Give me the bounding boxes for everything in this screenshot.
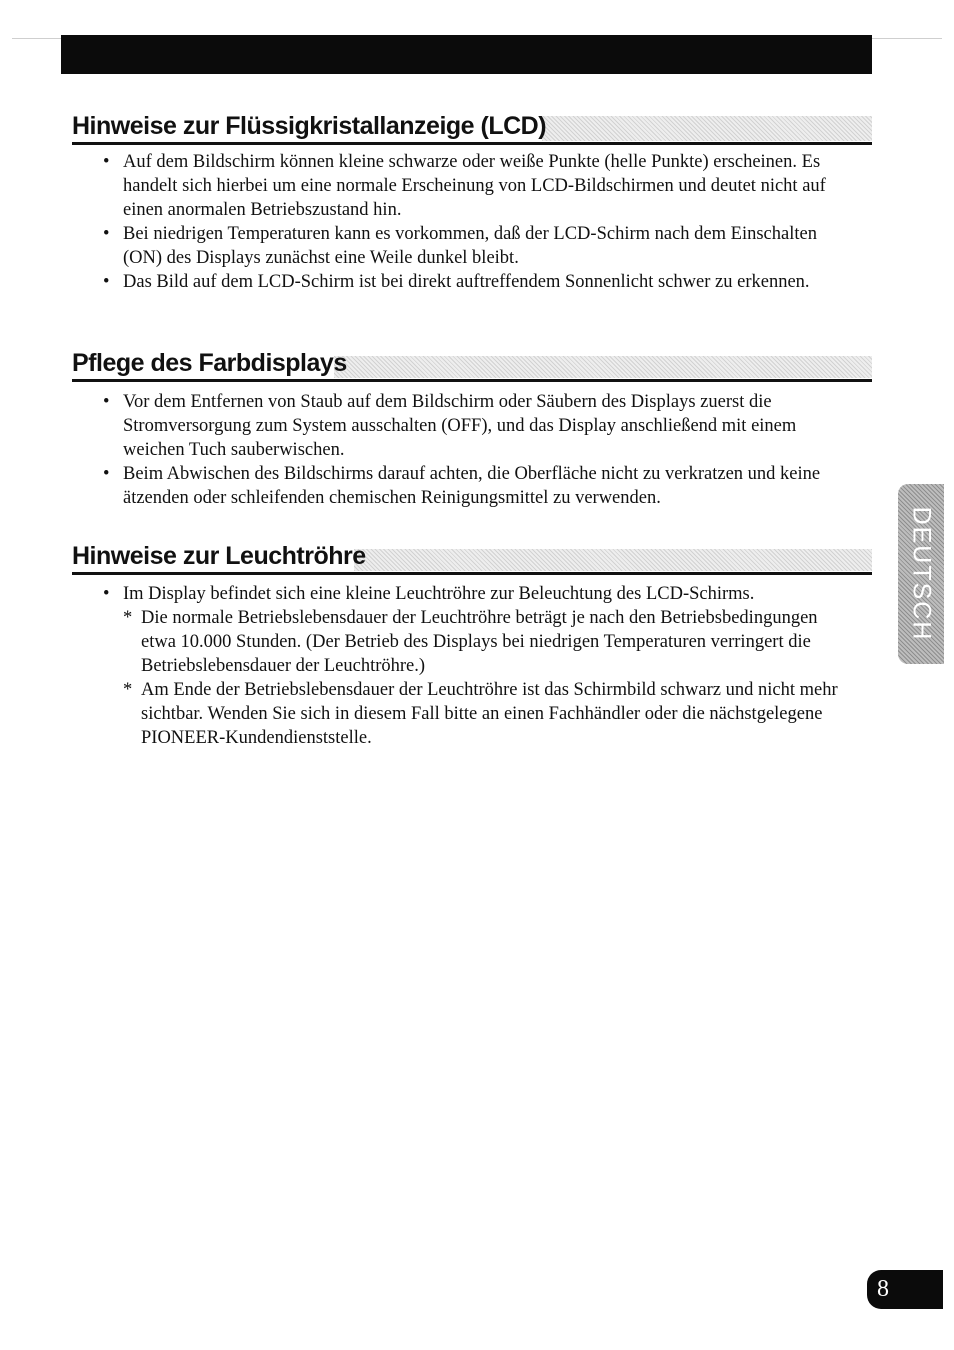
list-item (103, 270, 843, 294)
list-item-text: Auf dem Bildschirm können kleine schwarze oder weiße Punkte (helle Punkte) erscheinen. Es handelt sich hierbei um eine normale Erscheinung von LCD-Bildschirmen und deutet nicht auf einen anormalen Betriebszustand hin. (123, 152, 826, 220)
page-number-badge (867, 1270, 943, 1309)
list-item-text: Im Display befindet sich eine kleine Leuchtröhre zur Beleuchtung des LCD-Schirms. (123, 584, 755, 604)
page-number: 8 (877, 1276, 889, 1302)
list-item (103, 222, 843, 270)
list-item-text: Beim Abwischen des Bildschirms darauf achten, die Oberfläche nicht zu verkratzen und keine ätzenden oder schleifenden chemischen Reinigungsmittel zu verwenden. (123, 464, 821, 508)
heading-shade (354, 549, 872, 571)
section-heading-tube (72, 541, 872, 575)
bullet-list-care (103, 390, 843, 510)
heading-rule (72, 379, 872, 382)
section-title: Pflege des Farbdisplays (72, 349, 347, 377)
bullet-icon: • (103, 584, 110, 604)
list-item-text: Das Bild auf dem LCD-Schirm ist bei direkt auftreffendem Sonnenlicht schwer zu erkennen. (123, 272, 810, 292)
bullet-icon: • (103, 224, 110, 244)
language-tab-label: DEUTSCH (907, 506, 936, 642)
heading-rule (72, 572, 872, 575)
note-text: Am Ende der Betriebslebensdauer der Leuchtröhre ist das Schirmbild schwarz und nicht mehr sichtbar. Wenden Sie sich in diesem Fall bitte an einen Fachhändler oder die nächstgelegene PIONEER-Kundendienststelle. (141, 680, 838, 748)
heading-shade (542, 116, 872, 141)
language-tab (898, 484, 944, 664)
list-item-text: Vor dem Entfernen von Staub auf dem Bildschirm oder Säubern des Displays zuerst die Stromversorgung zum System ausschalten (OFF), und das Display anschließend mit einem weichen Tuch sauberwischen. (123, 392, 797, 460)
list-item (103, 390, 843, 462)
asterisk-icon: * (123, 608, 133, 628)
note-text: Die normale Betriebslebensdauer der Leuchtröhre beträgt je nach den Betriebsbedingungen etwa 10.000 Stunden. (Der Betrieb des Displays bei niedrigen Temperaturen verringert die Betriebslebensdauer der Leuchtröhre.) (141, 608, 818, 676)
bullet-icon: • (103, 152, 110, 172)
heading-rule (72, 142, 872, 145)
list-item (103, 462, 843, 510)
bullet-icon: • (103, 464, 110, 484)
note-item (123, 678, 843, 750)
list-item (103, 150, 843, 222)
bullet-list-tube (103, 582, 843, 750)
note-item (123, 606, 843, 678)
header-bar (61, 35, 872, 74)
asterisk-icon: * (123, 680, 133, 700)
heading-shade (334, 356, 872, 378)
section-title: Hinweise zur Leuchtröhre (72, 542, 366, 570)
section-title: Hinweise zur Flüssigkristallanzeige (LCD) (72, 112, 547, 140)
section-heading-care (72, 348, 872, 382)
list-item-text: Bei niedrigen Temperaturen kann es vorkommen, daß der LCD-Schirm nach dem Einschalten (ON) des Displays zunächst eine Weile dunkel bleibt. (123, 224, 817, 268)
list-item (103, 582, 843, 750)
bullet-icon: • (103, 272, 110, 292)
bullet-list-lcd (103, 150, 843, 294)
section-heading-lcd (72, 108, 872, 145)
bullet-icon: • (103, 392, 110, 412)
note-list (123, 606, 843, 750)
